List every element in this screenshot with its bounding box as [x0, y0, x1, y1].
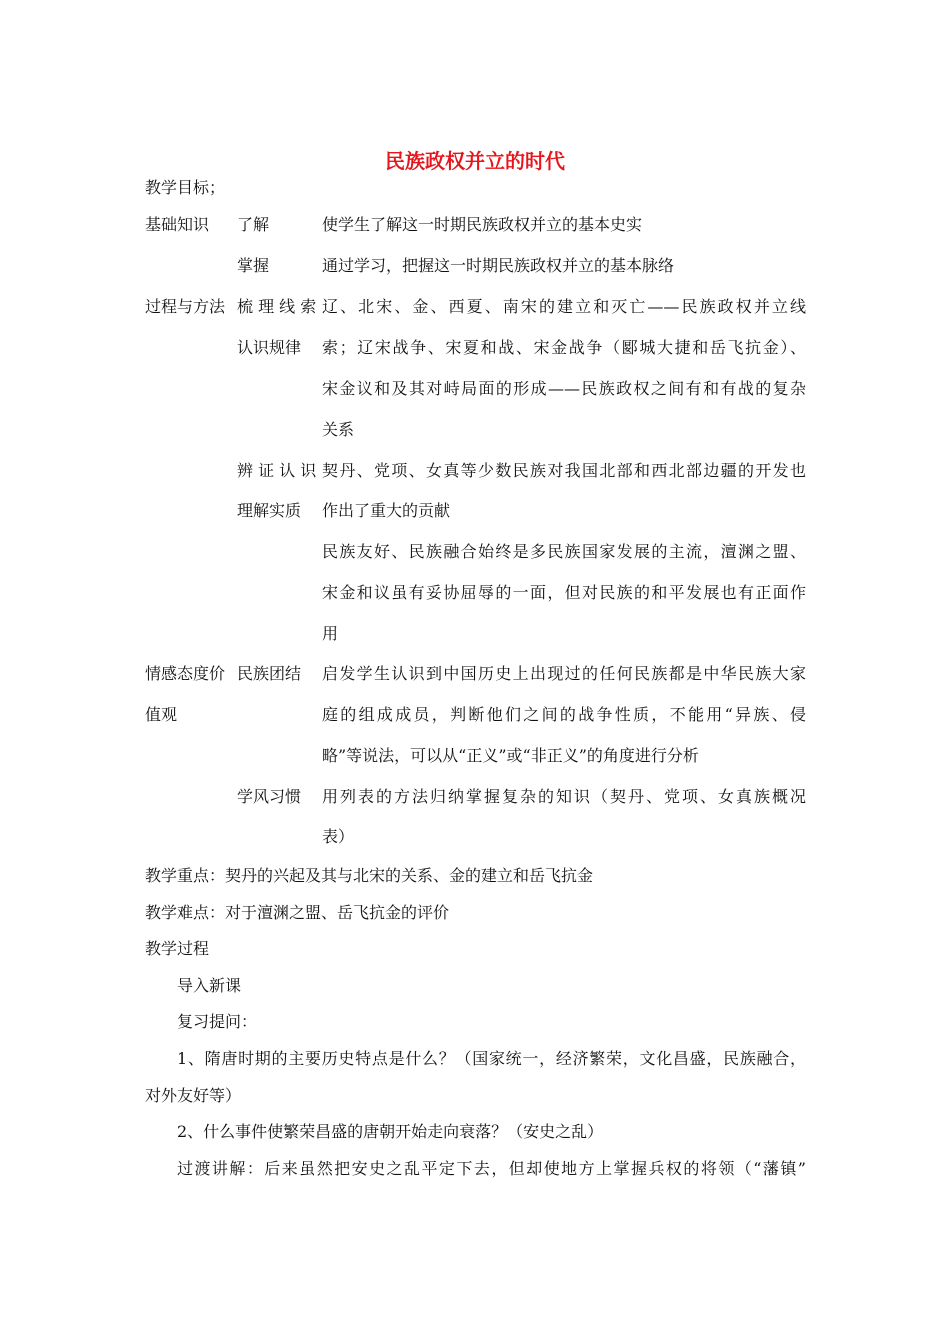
- question-1: 1、隋唐时期的主要历史特点是什么？（国家统一，经济繁荣，文化昌盛，民族融合，: [177, 1049, 806, 1068]
- dialectic-text-line: 用: [322, 624, 339, 643]
- rule-label: 认识规律: [237, 338, 302, 357]
- question-1-cont: 对外友好等）: [145, 1086, 242, 1105]
- dialectic-text-line: 契丹、党项、女真等少数民族对我国北部和西北部边疆的开发也: [322, 461, 806, 480]
- objectives-heading: 教学目标；: [145, 178, 226, 197]
- unity-text-line: 庭的组成成员，判断他们之间的战争性质，不能用“异族、侵: [322, 705, 806, 724]
- study-habit-label: 学风习惯: [237, 787, 302, 806]
- key-points: 教学重点：契丹的兴起及其与北宋的关系、金的建立和岳飞抗金: [145, 866, 594, 885]
- transition-text: 过渡讲解：后来虽然把安史之乱平定下去，但却使地方上掌握兵权的将领（“藩镇”: [177, 1159, 806, 1178]
- study-habit-text-line: 表）: [322, 827, 355, 846]
- unity-text-line: 启发学生认识到中国历史上出现过的任何民族都是中华民族大家: [322, 664, 806, 683]
- emotion-label-cont: 值观: [145, 705, 178, 724]
- process-method-label: 过程与方法: [145, 297, 226, 316]
- dialectic-label: 辨 证 认 识: [237, 461, 317, 480]
- master-text: 通过学习，把握这一时期民族政权并立的基本脉络: [322, 256, 675, 275]
- difficulties: 教学难点：对于澶渊之盟、岳飞抗金的评价: [145, 903, 450, 922]
- master-label: 掌握: [237, 256, 270, 275]
- clue-text-line: 索；辽宋战争、宋夏和战、宋金战争（郾城大捷和岳飞抗金）、: [322, 338, 806, 357]
- study-habit-text-line: 用列表的方法归纳掌握复杂的知识（契丹、党项、女真族概况: [322, 787, 806, 806]
- unity-label: 民族团结: [237, 664, 302, 683]
- basic-knowledge-label: 基础知识: [145, 215, 210, 234]
- question-2: 2、什么事件使繁荣昌盛的唐朝开始走向衰落？（安史之乱）: [177, 1122, 604, 1141]
- dialectic-text-line: 宋金和议虽有妥协屈辱的一面，但对民族的和平发展也有正面作: [322, 583, 806, 602]
- document-title: 民族政权并立的时代: [385, 149, 565, 173]
- understand-text: 使学生了解这一时期民族政权并立的基本史实: [322, 215, 643, 234]
- clue-label: 梳 理 线 索: [237, 297, 317, 316]
- dialectic-text-line: 作出了重大的贡献: [322, 501, 451, 520]
- process-heading: 教学过程: [145, 939, 210, 958]
- intro-new-lesson: 导入新课: [177, 976, 242, 995]
- review-questions: 复习提问：: [177, 1012, 258, 1031]
- emotion-label: 情感态度价: [145, 664, 226, 683]
- clue-text-line: 关系: [322, 420, 355, 439]
- understand-label: 了解: [237, 215, 270, 234]
- clue-text-line: 辽、北宋、金、西夏、南宋的建立和灭亡——民族政权并立线: [322, 297, 806, 316]
- dialectic-text-line: 民族友好、民族融合始终是多民族国家发展的主流，澶渊之盟、: [322, 542, 806, 561]
- unity-text-line: 略”等说法，可以从“正义”或“非正义”的角度进行分析: [322, 746, 699, 765]
- essence-label: 理解实质: [237, 501, 302, 520]
- clue-text-line: 宋金议和及其对峙局面的形成——民族政权之间有和有战的复杂: [322, 379, 806, 398]
